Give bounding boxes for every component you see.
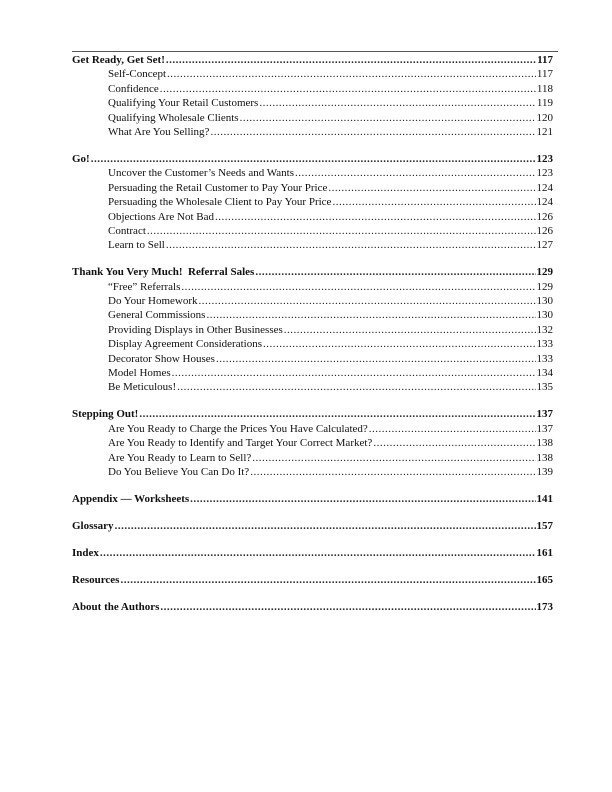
toc-subentry[interactable]: [72, 366, 553, 380]
toc-subentry[interactable]: [72, 125, 553, 139]
dot-leader: [250, 465, 535, 479]
toc-chapter-entry[interactable]: [72, 53, 553, 67]
toc-chapter-entry[interactable]: [72, 546, 553, 560]
subentry-title: Be Meticulous!: [108, 381, 177, 394]
dot-leader: [284, 323, 536, 337]
dot-leader: [240, 111, 536, 125]
table-of-contents: [72, 53, 553, 627]
chapter-title: Index: [72, 546, 99, 559]
dot-leader: [160, 82, 536, 96]
toc-subentry[interactable]: [72, 238, 553, 252]
toc-subentry[interactable]: [72, 67, 553, 81]
toc-section: [72, 407, 553, 479]
dot-leader: [252, 451, 535, 465]
toc-subentry[interactable]: [72, 323, 553, 337]
chapter-title: Resources: [72, 573, 120, 586]
dot-leader: [216, 352, 536, 366]
toc-subentry[interactable]: [72, 96, 553, 110]
page-number: 133: [536, 338, 553, 351]
page-number: 137: [536, 408, 553, 421]
subentry-title: Uncover the Customer’s Needs and Wants: [108, 167, 294, 180]
chapter-title: Stepping Out!: [72, 408, 139, 421]
dot-leader: [120, 573, 535, 587]
dot-leader: [255, 265, 535, 279]
page-number: 119: [536, 97, 553, 110]
dot-leader: [373, 436, 535, 450]
toc-subentry[interactable]: [72, 436, 553, 450]
page-number: 123: [536, 152, 553, 165]
toc-section: [72, 600, 553, 614]
page-number: 133: [536, 352, 553, 365]
toc-subentry[interactable]: [72, 352, 553, 366]
dot-leader: [332, 195, 535, 209]
page-number: 129: [536, 280, 553, 293]
toc-chapter-entry[interactable]: [72, 492, 553, 506]
toc-chapter-entry[interactable]: [72, 573, 553, 587]
page-number: 139: [536, 465, 553, 478]
subentry-title: “Free” Referrals: [108, 280, 181, 293]
dot-leader: [100, 546, 536, 560]
toc-subentry[interactable]: [72, 181, 553, 195]
subentry-title: Display Agreement Considerations: [108, 338, 262, 351]
toc-subentry[interactable]: [72, 337, 553, 351]
toc-subentry[interactable]: [72, 111, 553, 125]
page-number: 129: [536, 266, 553, 279]
subentry-title: Confidence: [108, 82, 159, 95]
toc-section: [72, 265, 553, 395]
toc-chapter-entry[interactable]: [72, 519, 553, 533]
dot-leader: [295, 166, 536, 180]
page-number: 124: [536, 196, 553, 209]
toc-subentry[interactable]: [72, 465, 553, 479]
subentry-title: General Commissions: [108, 309, 206, 322]
dot-leader: [177, 380, 535, 394]
header-rule: [72, 51, 558, 52]
subentry-title: Learn to Sell: [108, 239, 165, 252]
toc-section: [72, 53, 553, 139]
page-number: 141: [536, 492, 553, 505]
dot-leader: [166, 238, 536, 252]
page-number: 127: [536, 239, 553, 252]
page-number: 132: [536, 323, 553, 336]
subentry-title: Objections Are Not Bad: [108, 210, 215, 223]
page-number: 126: [536, 210, 553, 223]
dot-leader: [166, 53, 536, 67]
toc-subentry[interactable]: [72, 195, 553, 209]
subentry-title: Providing Displays in Other Businesses: [108, 323, 283, 336]
toc-chapter-entry[interactable]: [72, 265, 553, 279]
chapter-title: Thank You Very Much! Referral Sales: [72, 266, 255, 279]
page-number: 161: [536, 546, 553, 559]
subentry-title: Decorator Show Houses: [108, 352, 215, 365]
page-number: 165: [536, 573, 553, 586]
dot-leader: [167, 67, 536, 81]
toc-chapter-entry[interactable]: [72, 152, 553, 166]
page-number: 137: [536, 422, 553, 435]
page-number: 134: [536, 367, 553, 379]
subentry-title: Persuading the Wholesale Client to Pay Your Price: [108, 196, 332, 209]
dot-leader: [206, 308, 535, 322]
chapter-title: Go!: [72, 152, 90, 165]
subentry-title: Are You Ready to Charge the Prices You Have Calculated?: [108, 422, 368, 435]
chapter-title: Glossary: [72, 519, 114, 532]
page-number: 130: [536, 295, 553, 308]
subentry-title: Qualifying Your Retail Customers: [108, 97, 259, 110]
toc-subentry[interactable]: [72, 210, 553, 224]
subentry-title: Contract: [108, 224, 146, 237]
toc-subentry[interactable]: [72, 308, 553, 322]
toc-subentry[interactable]: [72, 451, 553, 465]
dot-leader: [115, 519, 536, 533]
toc-subentry[interactable]: [72, 280, 553, 294]
page-number: 135: [536, 381, 553, 394]
page-number: 118: [536, 82, 553, 95]
dot-leader: [215, 210, 535, 224]
dot-leader: [199, 294, 536, 308]
page-number: 138: [536, 437, 553, 450]
page-number: 120: [536, 111, 553, 124]
toc-chapter-entry[interactable]: [72, 407, 553, 421]
chapter-title: Get Ready, Get Set!: [72, 54, 165, 66]
subentry-title: Self-Concept: [108, 68, 167, 81]
subentry-title: Are You Ready to Learn to Sell?: [108, 451, 252, 464]
dot-leader: [263, 337, 536, 351]
dot-leader: [147, 224, 536, 238]
page-number: 130: [536, 309, 553, 322]
toc-section: [72, 519, 553, 533]
subentry-title: Persuading the Retail Customer to Pay Your Price: [108, 181, 328, 194]
dot-leader: [181, 280, 535, 294]
dot-leader: [172, 366, 536, 380]
page-number: 117: [537, 54, 553, 66]
toc-subentry[interactable]: [72, 82, 553, 96]
subentry-title: Qualifying Wholesale Clients: [108, 111, 239, 124]
page-number: 121: [536, 125, 553, 138]
page-number: 124: [536, 181, 553, 194]
page-number: 123: [536, 167, 553, 180]
toc-section: [72, 152, 553, 253]
toc-section: [72, 546, 553, 560]
toc-section: [72, 573, 553, 587]
chapter-title: About the Authors: [72, 600, 160, 613]
subentry-title: Do You Believe You Can Do It?: [108, 465, 250, 478]
toc-subentry[interactable]: [72, 422, 553, 436]
dot-leader: [328, 181, 535, 195]
dot-leader: [369, 422, 536, 436]
toc-section: [72, 492, 553, 506]
toc-subentry[interactable]: [72, 224, 553, 238]
dot-leader: [259, 96, 536, 110]
chapter-title: Appendix — Worksheets: [72, 492, 190, 505]
toc-subentry[interactable]: [72, 294, 553, 308]
subentry-title: Are You Ready to Identify and Target Your Correct Market?: [108, 437, 373, 450]
page-number: 138: [536, 451, 553, 464]
dot-leader: [139, 407, 535, 421]
dot-leader: [91, 152, 536, 166]
subentry-title: Model Homes: [108, 367, 171, 379]
page-number: 157: [536, 519, 553, 532]
dot-leader: [210, 125, 535, 139]
subentry-title: What Are You Selling?: [108, 125, 210, 138]
toc-subentry[interactable]: [72, 380, 553, 394]
toc-subentry[interactable]: [72, 166, 553, 180]
dot-leader: [160, 600, 535, 614]
page-number: 173: [536, 600, 553, 613]
subentry-title: Do Your Homework: [108, 295, 198, 308]
page-number: 126: [536, 224, 553, 237]
dot-leader: [190, 492, 535, 506]
toc-chapter-entry[interactable]: [72, 600, 553, 614]
page-number: 117: [536, 68, 553, 81]
